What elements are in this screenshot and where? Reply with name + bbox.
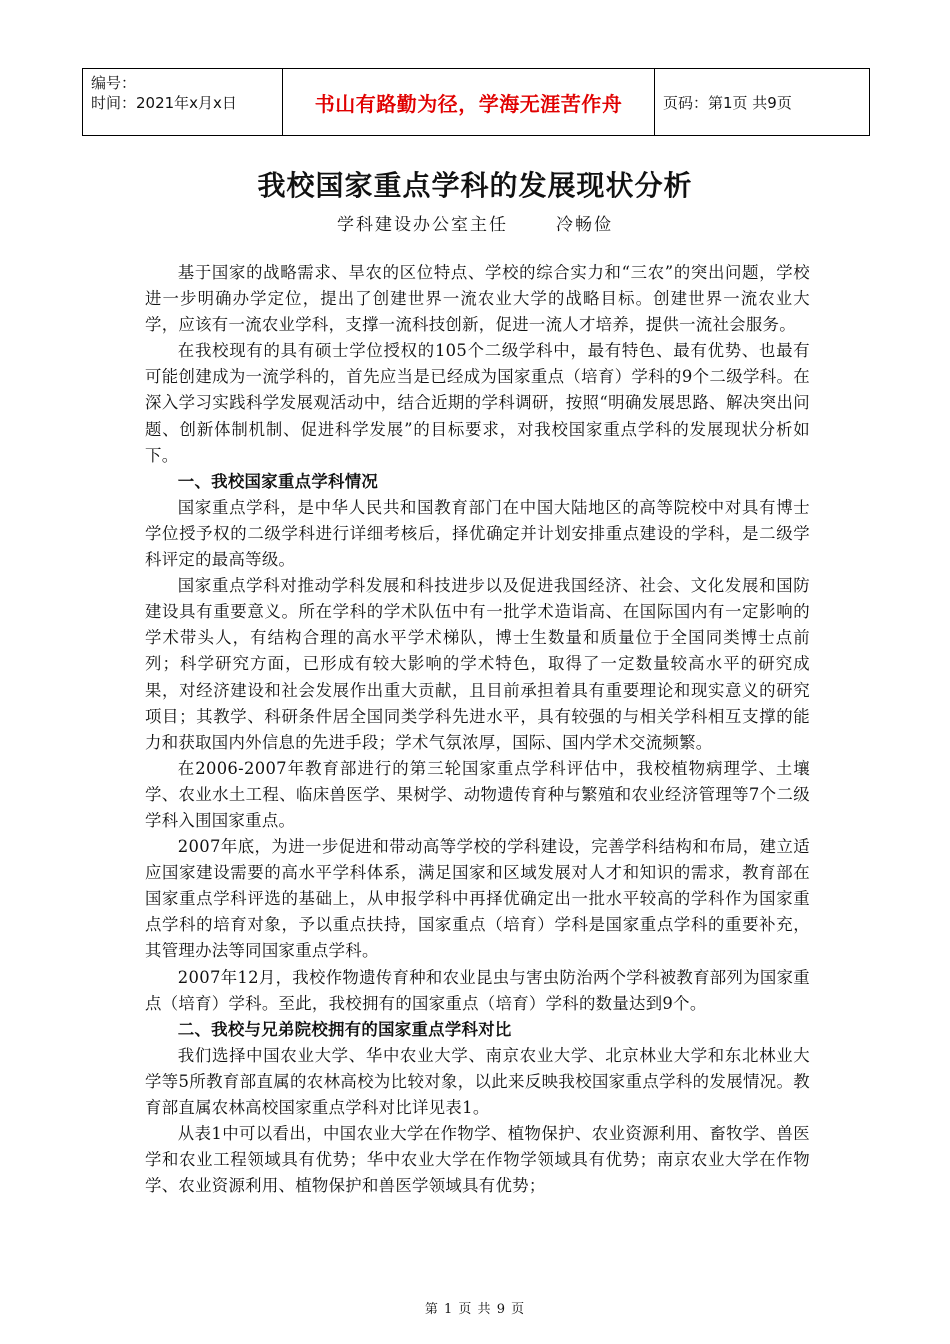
header-page-info: 页码：第1页 共9页 — [663, 93, 792, 112]
author-role: 学科建设办公室主任 — [337, 215, 508, 235]
paragraph: 2007年底，为进一步促进和带动高等学校的学科建设，完善学科结构和布局，建立适应国家建设需要的高水平学科体系，满足国家和区域发展对人才和知识的需求，教育部在国家重点学科评选的基础上，从申报学科中再择优确定出一批水平较高的学科作为国家重点学科的培育对象，予以重点扶持，国家重点（培育）学科是国家重点学科的重要补充，其管理办法等同国家重点学科。 — [145, 837, 810, 961]
author-name: 冷畅俭 — [556, 215, 613, 235]
header-motto: 书山有路勤为径，学海无涯苦作舟 — [283, 69, 655, 135]
section-heading: 二、我校与兄弟院校拥有的国家重点学科对比 — [177, 1019, 512, 1039]
section-heading: 一、我校国家重点学科情况 — [177, 471, 379, 491]
document-time-label: 时间：2021年x月x日 — [91, 94, 237, 112]
document-title: 我校国家重点学科的发展现状分析 — [257, 169, 693, 202]
paragraph: 从表1中可以看出，中国农业大学在作物学、植物保护、农业资源利用、畜牧学、兽医学和农业工程领域具有优势；华中农业大学在作物学领域具有优势；南京农业大学在作物学、农业资源利用、植物保护和兽医学领域具有优势； — [145, 1124, 810, 1196]
document-number-label: 编号： — [91, 74, 137, 92]
paragraph: 国家重点学科，是中华人民共和国教育部门在中国大陆地区的高等院校中对具有博士学位授予权的二级学科进行详细考核后，择优确定并计划安排重点建设的学科，是二级学科评定的最高等级。 — [145, 497, 810, 570]
paragraph: 2007年12月，我校作物遗传育种和农业昆虫与害虫防治两个学科被教育部列为国家重点（培育）学科。至此，我校拥有的国家重点（培育）学科的数量达到9个。 — [145, 967, 810, 1013]
paragraph: 基于国家的战略需求、旱农的区位特点、学校的综合实力和“三农”的突出问题，学校进一步明确办学定位，提出了创建世界一流农业大学的战略目标。创建世界一流农业大学，应该有一流农业学科，支撑一流科技创新，促进一流人才培养，提供一流社会服务。 — [145, 263, 810, 335]
paragraph: 国家重点学科对推动学科发展和科技进步以及促进我国经济、社会、文化发展和国防建设具有重要意义。所在学科的学术队伍中有一批学术造诣高、在国际国内有一定影响的学术带头人，有结构合理的高水平学术梯队，博士生数量和质量位于全国同类博士点前列；科学研究方面，已形成有较大影响的学术特色，取得了一定数量较高水平的研究成果，对经济建设和社会发展作出重大贡献，且目前承担着具有重要理论和现实意义的研究项目；其教学、科研条件居全国同类学科先进水平，具有较强的与相关学科相互支撑的能力和获取国内外信息的先进手段；学术气氛浓厚，国际、国内学术交流频繁。 — [145, 576, 810, 752]
paragraph: 在2006-2007年教育部进行的第三轮国家重点学科评估中，我校植物病理学、土壤学、农业水土工程、临床兽医学、果树学、动物遗传育种与繁殖和农业经济管理等7个二级学科入围国家重点。 — [145, 758, 810, 830]
header-meta-cell — [83, 69, 283, 135]
document-body — [145, 260, 810, 1199]
document-author — [0, 210, 950, 235]
paragraph: 在我校现有的具有硕士学位授权的105个二级学科中，最有特色、最有优势、也最有可能创建成为一流学科的，首先应当是已经成为国家重点（培育）学科的9个二级学科。在深入学习实践科学发展观活动中，结合近期的学科调研，按照“明确发展思路、解决突出问题、创新体制机制、促进科学发展”的目标要求，对我校国家重点学科的发展现状分析如下。 — [145, 341, 810, 465]
header-table — [82, 68, 870, 136]
page-footer: 第 1 页 共 9 页 — [424, 1302, 526, 1317]
paragraph: 我们选择中国农业大学、华中农业大学、南京农业大学、北京林业大学和东北林业大学等5所教育部直属的农林高校为比较对象，以此来反映我校国家重点学科的发展情况。教育部直属农林高校国家重点学科对比详见表1。 — [145, 1045, 810, 1117]
